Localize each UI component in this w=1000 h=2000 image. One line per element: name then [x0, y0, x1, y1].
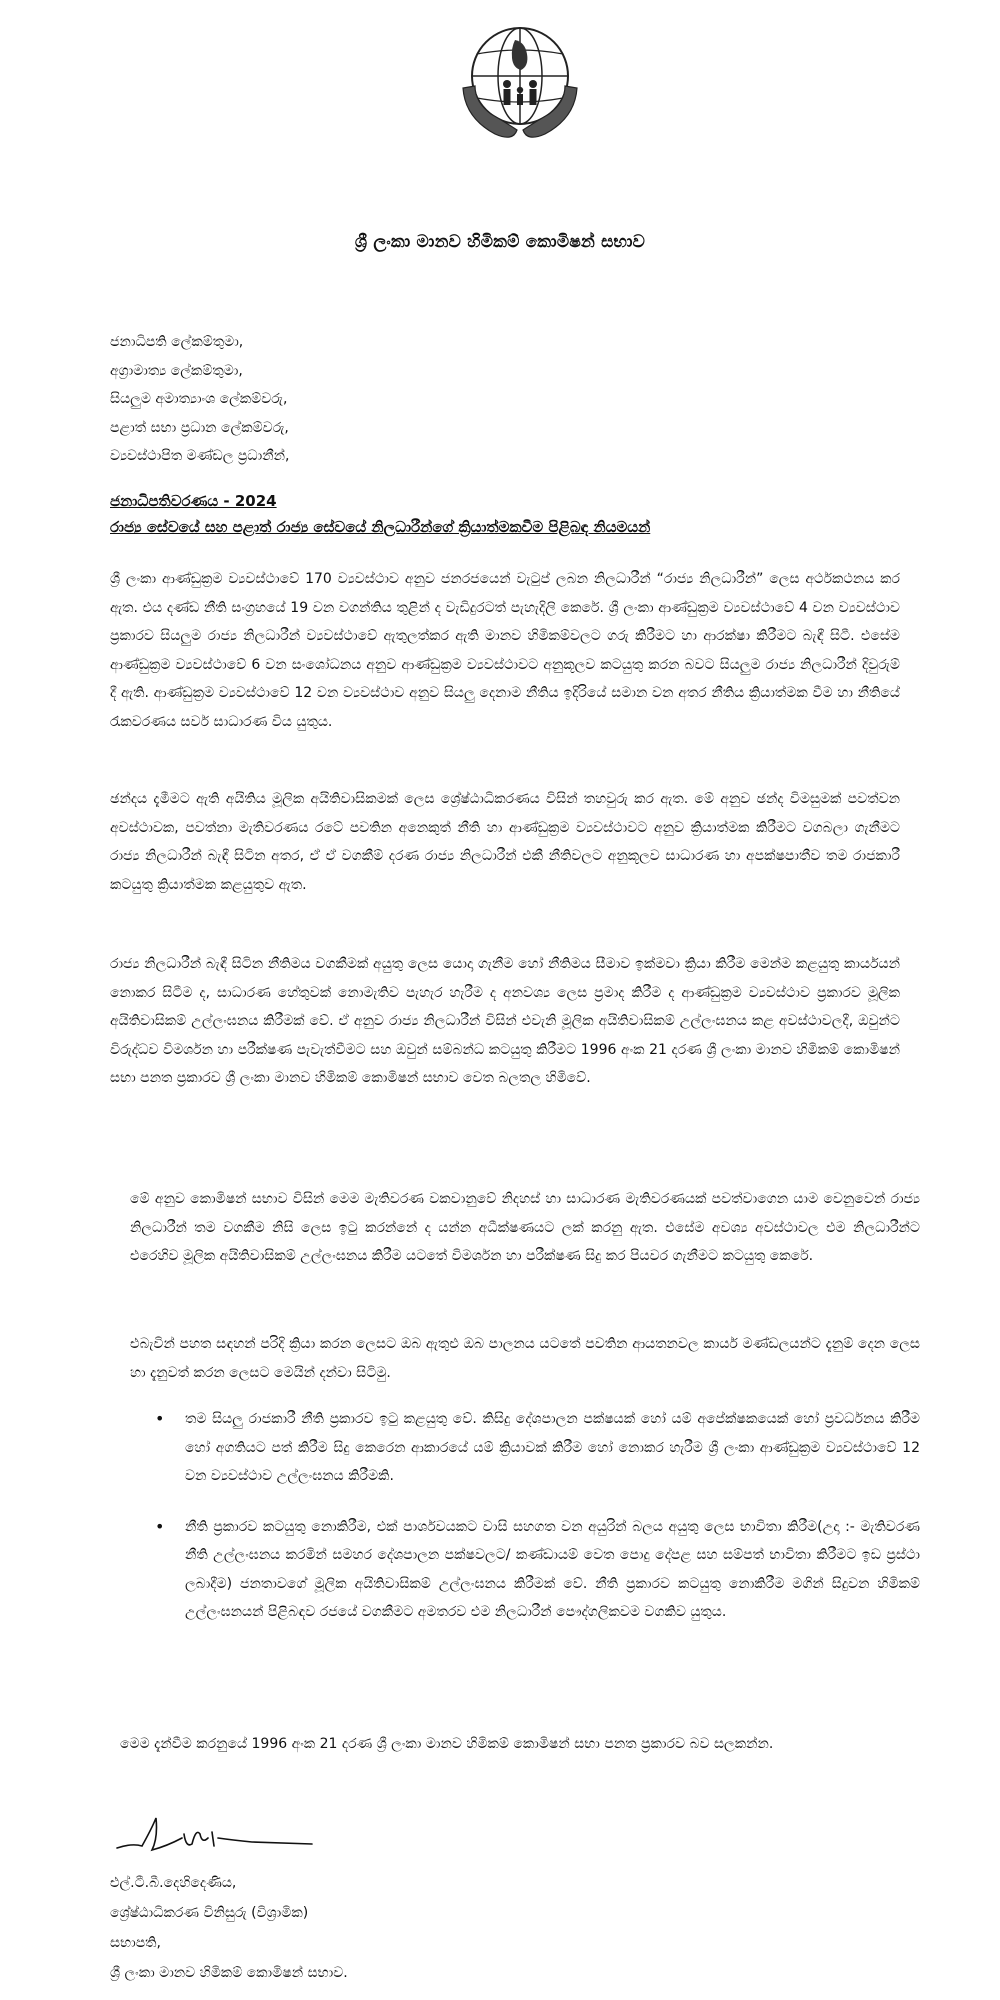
- paragraph-monitoring: මේ අනුව කොමිෂන් සභාව විසින් මෙම මැතිවරණ වකවානුවේ නිදහස් හා සාධාරණ මැතිවරණයක් පවත්වාගෙන යාම වෙනුවෙන් රාජ්‍ය නිලධාරීන් තම වගකීම නිසි ලෙස ඉටු කරන්නේ ද යන්න අධීක්ෂණයට ලක් කරනු ඇත. එසේම අවශ්‍ය අවස්ථාවල එම නිලධාරීන්ට එරෙහිව මූලික අයිතිවාසිකම් උල්ලංඝනය කිරීම යටතේ විමර්ශන හා පරීක්ෂණ සිදු කර පියවර ගැනීමට කටයුතු කෙරේ.: [130, 1191, 920, 1264]
- addressee-line: සියලුම අමාත්‍යාංශ ලේකම්වරු,: [110, 391, 288, 407]
- paragraph-duties: රාජ්‍ය නිලධාරීන් බැඳී සිටින නීතිමය වගකීමක් අයුතු ලෙස යොදා ගැනීම හෝ නීතිමය සීමාව ඉක්මවා ක්‍රියා කිරීම මෙන්ම කළයුතු කාර්යයන් නොකර සිටීම ද, සාධාරණ හේතුවක් නොමැතිව පැහැර හැරීම ද අනවශ්‍ය ලෙස ප්‍රමාද කිරීම ද ආණ්ඩුක්‍රම ව්‍යවස්ථාව ප්‍රකාරව මූලික අයිතිවාසිකම් උල්ලංඝනය කිරීමක් වේ. ඒ අනුව රාජ්‍ය නිලධාරීන් විසින් එවැනි මූලික අයිතිවාසිකම් උල්ලංඝනය කළ අවස්ථාවලදී, ඔවුන්ට විරුද්ධව විමර්ශන හා පරීක්ෂණ පැවැත්වීමට සහ ඔවුන් සම්බන්ධ කටයුතු කිරීමට 1996 අංක 21 දරණ ශ්‍රී ලංකා මානව හිමිකම් කොමිෂන් සභා පනත ප්‍රකාරව ශ්‍රී ලංකා මානව හිමිකම් කොමිෂන් සභාව වෙත බලතල හිමිවේ.: [110, 956, 900, 1086]
- addressee-line: ව්‍යවස්ථාපිත මණ්ඩල ප්‍රධානීන්,: [110, 448, 290, 464]
- signatory-block: [110, 1868, 348, 1988]
- commission-logo-icon: [455, 18, 585, 153]
- paragraph-constitution: ශ්‍රී ලංකා ආණ්ඩුක්‍රම ව්‍යවස්ථාවේ 170 ව්‍යවස්ථාව අනුව ජනරජයෙන් වැටුප් ලබන නිලධාරීන් “රාජ්‍ය නිලධාරීන්” ලෙස අර්ථකථනය කර ඇත. එය දණ්ඩ නීති සංග්‍රහයේ 19 වන වගන්තිය තුළින් ද වැඩිදුරටත් පැහැදිලි කෙරේ. ශ්‍රී ලංකා ආණ්ඩුක්‍රම ව්‍යවස්ථාවේ 4 වන ව්‍යවස්ථාව ප්‍රකාරව සියලුම රාජ්‍ය නිලධාරීන් ව්‍යවස්ථාවේ ඇතුලත්කර ඇති මානව හිමිකම්වලට ගරු කිරීමට හා ආරක්ෂා කිරීමට බැඳී සිටී. එසේම ආණ්ඩුක්‍රම ව්‍යවස්ථාවේ 6 වන සංශෝධනය අනුව ආණ්ඩුක්‍රම ව්‍යවස්ථාවට අනුකූලව කටයුතු කරන බවට සියලුම රාජ්‍ය නිලධාරීන් දිවුරුම් දී ඇති. ආණ්ඩුක්‍රම ව්‍යවස්ථාවේ 12 වන ව්‍යවස්ථාව අනුව සියලු දෙනාම නීතිය ඉදිරියේ සමාන වන අතර නීතිය ක්‍රියාත්මක වීම හා නීතියේ රැකවරණය සර්ව සාධාරණ විය යුතුය.: [110, 571, 900, 730]
- subject-heading: ජනාධිපතිවරණය - 2024: [110, 492, 277, 510]
- addressee-list: [110, 328, 289, 471]
- signature-icon: [112, 1808, 317, 1868]
- paragraph-instruction: එබැවින් පහත සඳහන් පරිදි ක්‍රියා කරන ලෙසට ඔබ ඇතුළු ඔබ පාලනය යටතේ පවතින ආයතනවල කාර්ය මණ්ඩලයන්ට දැනුම් දෙන ලෙස හා දැනුවත් කරන ලෙසට මෙයින් දන්වා සිටිමු.: [130, 1336, 920, 1381]
- list-item: [155, 1513, 920, 1627]
- subject-title: රාජ්‍ය සේවයේ සහ පළාත් රාජ්‍ය සේවයේ නිලධාරීන්ගේ ක්‍රියාත්මකවීම පිළිබඳ නියමයන්: [110, 518, 651, 536]
- signatory-organization: ශ්‍රී ලංකා මානව හිමිකම් කොමිෂන් සභාව.: [110, 1965, 348, 1981]
- bullet-icon: •: [155, 1516, 165, 1536]
- signatory-name: එල්.ටී.බී.දෙහිදෙණිය,: [110, 1875, 237, 1891]
- list-item-text: නීති ප්‍රකාරව කටයුතු නොකිරීම, එක් පාර්ශවයකට වාසි සහගත වන අයුරින් බලය අයුතු ලෙස භාවිතා කිරීම(උදා :- මැතිවරණ නීති උල්ලංඝනය කරමින් සමහර දේශපාලන පක්ෂවලට/ කණ්ඩායම් වෙත පොදු දේපළ සහ සම්පත් භාවිතා කිරීමට ඉඩ ප්‍රස්ථා ලබාදීම) ජනතාවගේ මූලික අයිතිවාසිකම් උල්ලංඝනය කිරීමක් වේ. නීති ප්‍රකාරව කටයුතු නොකිරීම මගින් සිදුවන හිමිකම් උල්ලංඝනයන් පිළිබඳව රජයේ වගකීමට අමතරව එම නිලධාරීන් පෞද්ගලිකවම වගකිව යුතුය.: [185, 1518, 920, 1620]
- addressee-line: අග්‍රාමාත්‍ය ලේකම්තුමා,: [110, 362, 243, 379]
- addressee-line: පළාත් සභා ප්‍රධාන ලේකම්වරු,: [110, 419, 289, 436]
- subject-block: [110, 488, 650, 540]
- list-item: [155, 1405, 920, 1491]
- list-item-text: තම සියලු රාජකාරී නීති ප්‍රකාරව ඉටු කළයුතු වේ. කිසිදු දේශපාලන පක්ෂයක් හෝ යම් අපේක්ෂකයෙක් හෝ ප්‍රවර්ධනය කිරීම හෝ අගතියට පත් කිරීම සිදු කෙරෙන ආකාරයේ යම් ක්‍රියාවක් කිරීම හෝ නොකර හැරීම ශ්‍රී ලංකා ආණ්ඩුක්‍රම ව්‍යවස්ථාවේ 12 වන ව්‍යවස්ථාව උල්ලංඝනය කිරීමකි.: [185, 1411, 920, 1484]
- bullet-icon: •: [155, 1409, 165, 1428]
- addressee-line: ජනාධිපති ලේකම්තුමා,: [110, 334, 244, 350]
- paragraph-legal-basis: මෙම දැන්වීම කරනුයේ 1996 අංක 21 දරණ ශ්‍රී ලංකා මානව හිමිකම් කොමිෂන් සභා පනත ප්‍රකාරව බව සලකන්න.: [120, 1736, 774, 1752]
- instruction-list: [155, 1405, 920, 1649]
- signatory-title: ශ්‍රේෂ්ඨාධිකරණ විනිසුරු (විශ්‍රාමික): [110, 1905, 309, 1921]
- organization-title: ශ්‍රී ලංකා මානව හිමිකම් කොමිෂන් සභාව: [354, 232, 646, 252]
- signatory-role: සභාපති,: [110, 1935, 161, 1951]
- paragraph-voting-right: ඡන්දය දැමීමට ඇති අයිතිය මූලික අයිතිවාසිකමක් ලෙස ශ්‍රේෂ්ඨාධිකරණය විසින් තහවුරු කර ඇත. මේ අනුව ඡන්ද විමසුමක් පවත්වන අවස්ථාවක, පවත්නා මැතිවරණය රටේ පවතින අනෙකුත් නීති හා ආණ්ඩුක්‍රම ව්‍යවස්ථාවට අනුව ක්‍රියාත්මක කිරීමට වගබලා ගැනීමට රාජ්‍ය නිලධාරීන් බැඳී සිටින අතර, ඒ ඒ වගකීම් දරණ රාජ්‍ය නිලධාරීන් එකී නීතිවලට අනුකූලව සාධාරණ හා අපක්ෂපාතීව තම රාජකාරී කටයුතු ක්‍රියාත්මක කළයුතුව ඇත.: [110, 791, 900, 893]
